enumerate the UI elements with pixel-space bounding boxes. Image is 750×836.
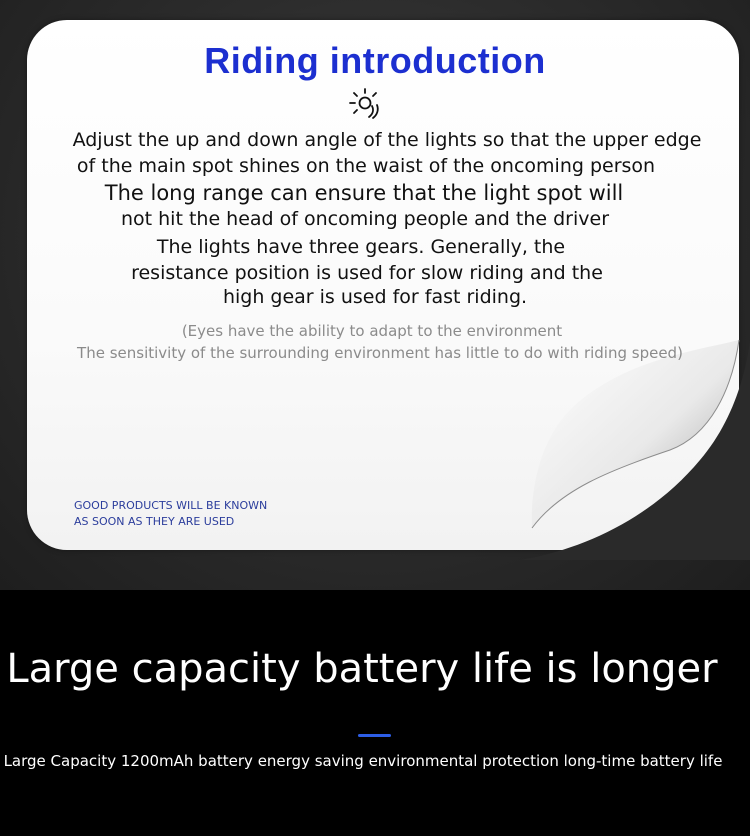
intro-line-6: resistance position is used for slow riding and the — [131, 262, 603, 284]
intro-line-7: high gear is used for fast riding. — [222, 286, 528, 308]
note-line-1: (Eyes have the ability to adapt to the environment — [181, 322, 563, 340]
intro-line-3: The long range can ensure that the light spot will — [104, 181, 624, 205]
riding-intro-title: Riding introduction — [204, 40, 546, 81]
battery-description: Large Capacity 1200mAh battery energy saving environmental protection long-time battery life — [3, 752, 723, 770]
intro-line-1: Adjust the up and down angle of the lights so that the upper edge — [72, 129, 702, 151]
intro-line-2: of the main spot shines on the waist of the oncoming person — [76, 155, 656, 177]
tagline-line-2: AS SOON AS THEY ARE USED — [74, 515, 235, 528]
sun-icon — [346, 86, 384, 120]
intro-line-5: The lights have three gears. Generally, the — [156, 236, 566, 258]
note-line-2: The sensitivity of the surrounding environment has little to do with riding speed) — [77, 344, 683, 362]
battery-heading: Large capacity battery life is longer — [6, 646, 718, 692]
accent-divider — [358, 734, 391, 737]
intro-line-4: not hit the head of oncoming people and the driver — [120, 208, 610, 230]
battery-section — [0, 590, 750, 836]
tagline-line-1: GOOD PRODUCTS WILL BE KNOWN — [74, 499, 268, 512]
tagline — [74, 498, 267, 530]
